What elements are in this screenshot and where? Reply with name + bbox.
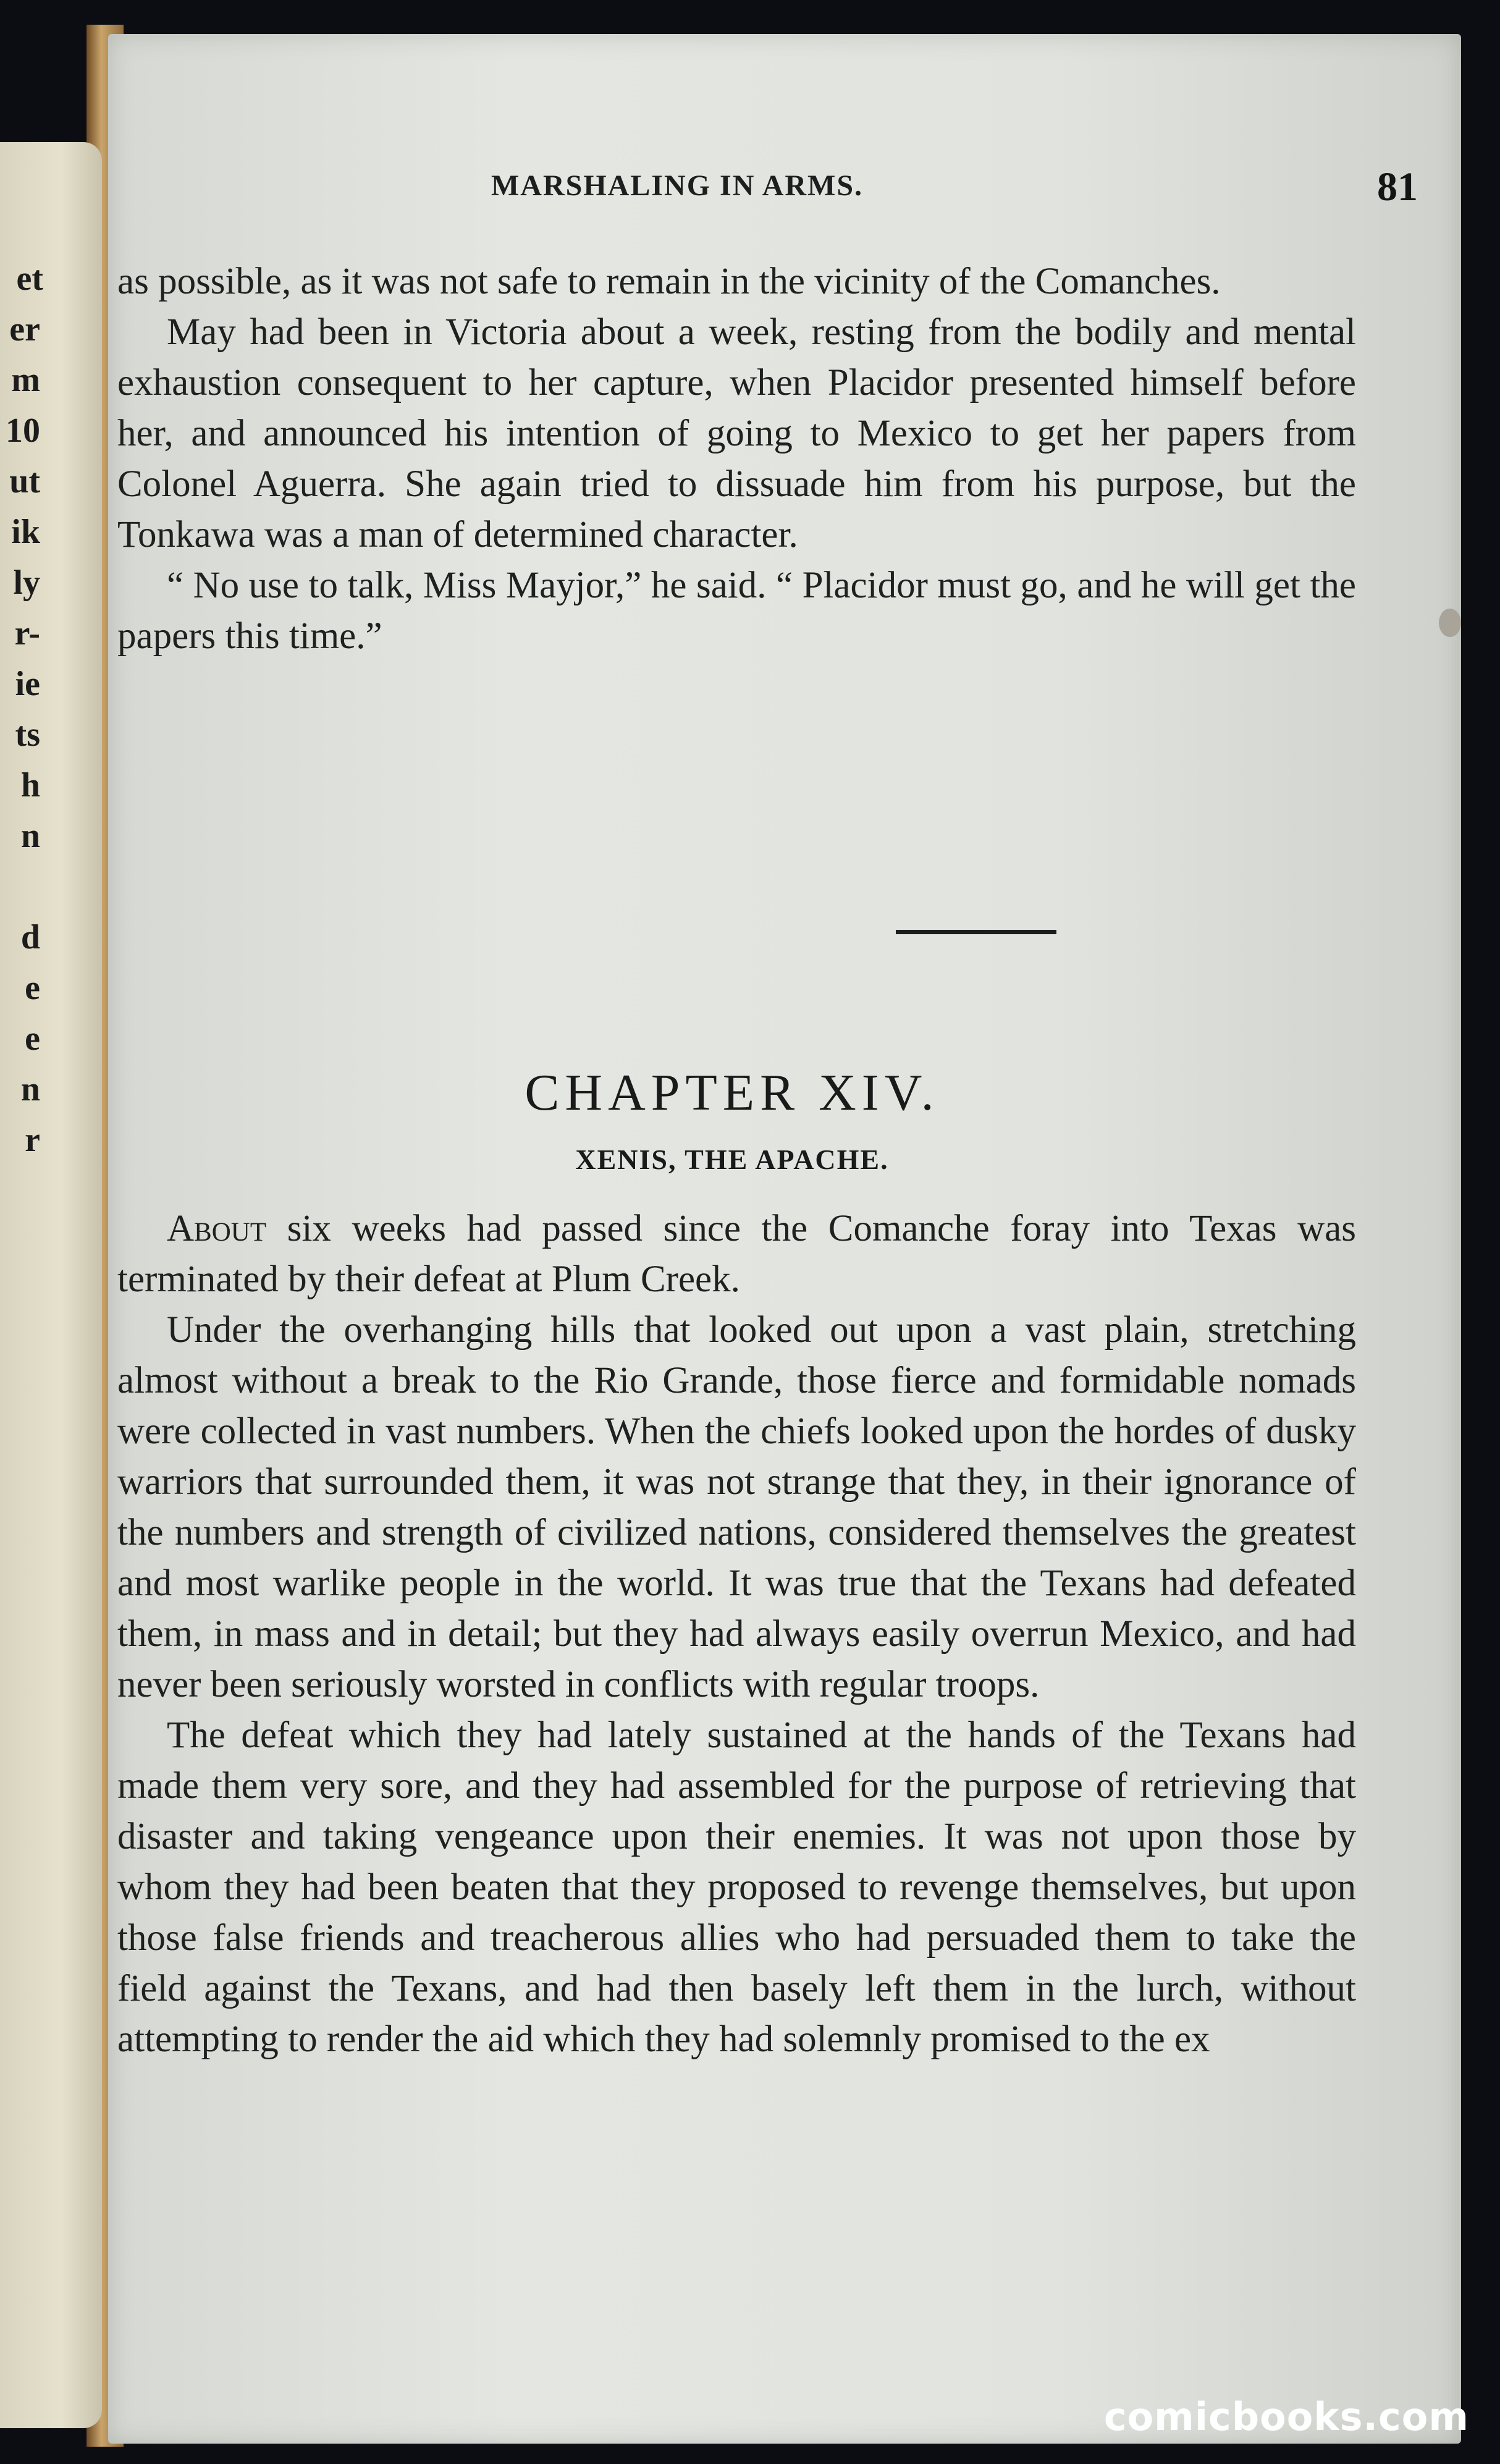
left-page-text-fragments	[0, 253, 102, 1165]
paragraph-rest: six weeks had passed since the Comanche foray into Texas was terminated by their defeat at Plum Creek.	[117, 1208, 1356, 1300]
left-fragment: r	[25, 1121, 40, 1159]
chapter-text	[117, 1204, 1356, 2065]
left-fragment: ts	[15, 715, 40, 754]
paragraph	[117, 1204, 1356, 1305]
left-fragment: ly	[13, 563, 40, 602]
chapter-title: CHAPTER XIV.	[525, 1064, 940, 1121]
left-fragment	[0, 861, 102, 912]
left-fragment: e	[25, 969, 40, 1007]
left-fragment: d	[20, 918, 40, 956]
left-fragment: ik	[11, 513, 40, 551]
left-fragment: e	[25, 1019, 40, 1058]
paragraph: “ No use to talk, Miss Mayjor,” he said. “ Placidor must go, and he will get the papers this time.”	[117, 565, 1356, 657]
paragraph: Under the overhanging hills that looked out upon a vast plain, stretching almost without a break to the Rio Grande, those fierce and formidable nomads were collected in vast numbers. When the chiefs looked upon the hordes of dusky warriors that surrounded them, it was not strange that they, in their ignorance of the numbers and strength of civilized nations, considered themselves the greatest and most warlike people in the world. It was true that the Texans had defeated them, in mass and in detail; but they had always easily overrun Mexico, and had never been seriously worsted in conflicts with regular troops.	[117, 1309, 1356, 1705]
paragraph: The defeat which they had lately sustained at the hands of the Texans had made them very sore, and they had assembled for the purpose of retrieving that disaster and taking vengeance upon their enemies. It was not upon those by whom they had been beaten that they proposed to revenge themselves, but upon those false friends and treacherous allies who had persuaded them to take the field against the Texans, and had then basely left them in the lurch, without attempting to render the aid which they had solemnly promised to the ex	[117, 1715, 1356, 2060]
paragraph: as possible, as it was not safe to remain in the vicinity of the Comanches.	[117, 261, 1221, 302]
left-fragment: m	[11, 361, 40, 399]
left-fragment: h	[20, 766, 40, 804]
paper-stain	[1439, 609, 1461, 637]
left-fragment: n	[20, 1070, 40, 1108]
watermark: comicbooks.com	[1103, 2394, 1469, 2439]
book-page	[108, 34, 1461, 2444]
left-fragment: r-	[14, 614, 40, 652]
running-head-title: MARSHALING IN ARMS.	[491, 169, 864, 202]
left-fragment: 10	[6, 411, 40, 450]
left-fragment: ie	[15, 665, 40, 703]
left-fragment: er	[9, 310, 40, 348]
chapter-subtitle: XENIS, THE APACHE.	[575, 1144, 889, 1175]
running-head	[108, 164, 1461, 213]
left-fragment: n	[20, 817, 40, 855]
left-fragment: ut	[9, 462, 40, 500]
left-page-edge	[0, 142, 102, 2428]
left-fragment: et	[16, 259, 43, 298]
lead-word: About	[167, 1208, 267, 1249]
continuation-text	[117, 256, 1356, 662]
section-divider-rule	[896, 930, 1056, 934]
paragraph: May had been in Victoria about a week, resting from the bodily and mental exhaustion consequent to her capture, when Placidor presented himself before her, and announced his intention of going to Mexico to get her papers from Colonel Aguerra. She again tried to dissuade him from his purpose, but the Tonkawa was a man of determined character.	[117, 311, 1356, 555]
page-number: 81	[1377, 164, 1418, 209]
